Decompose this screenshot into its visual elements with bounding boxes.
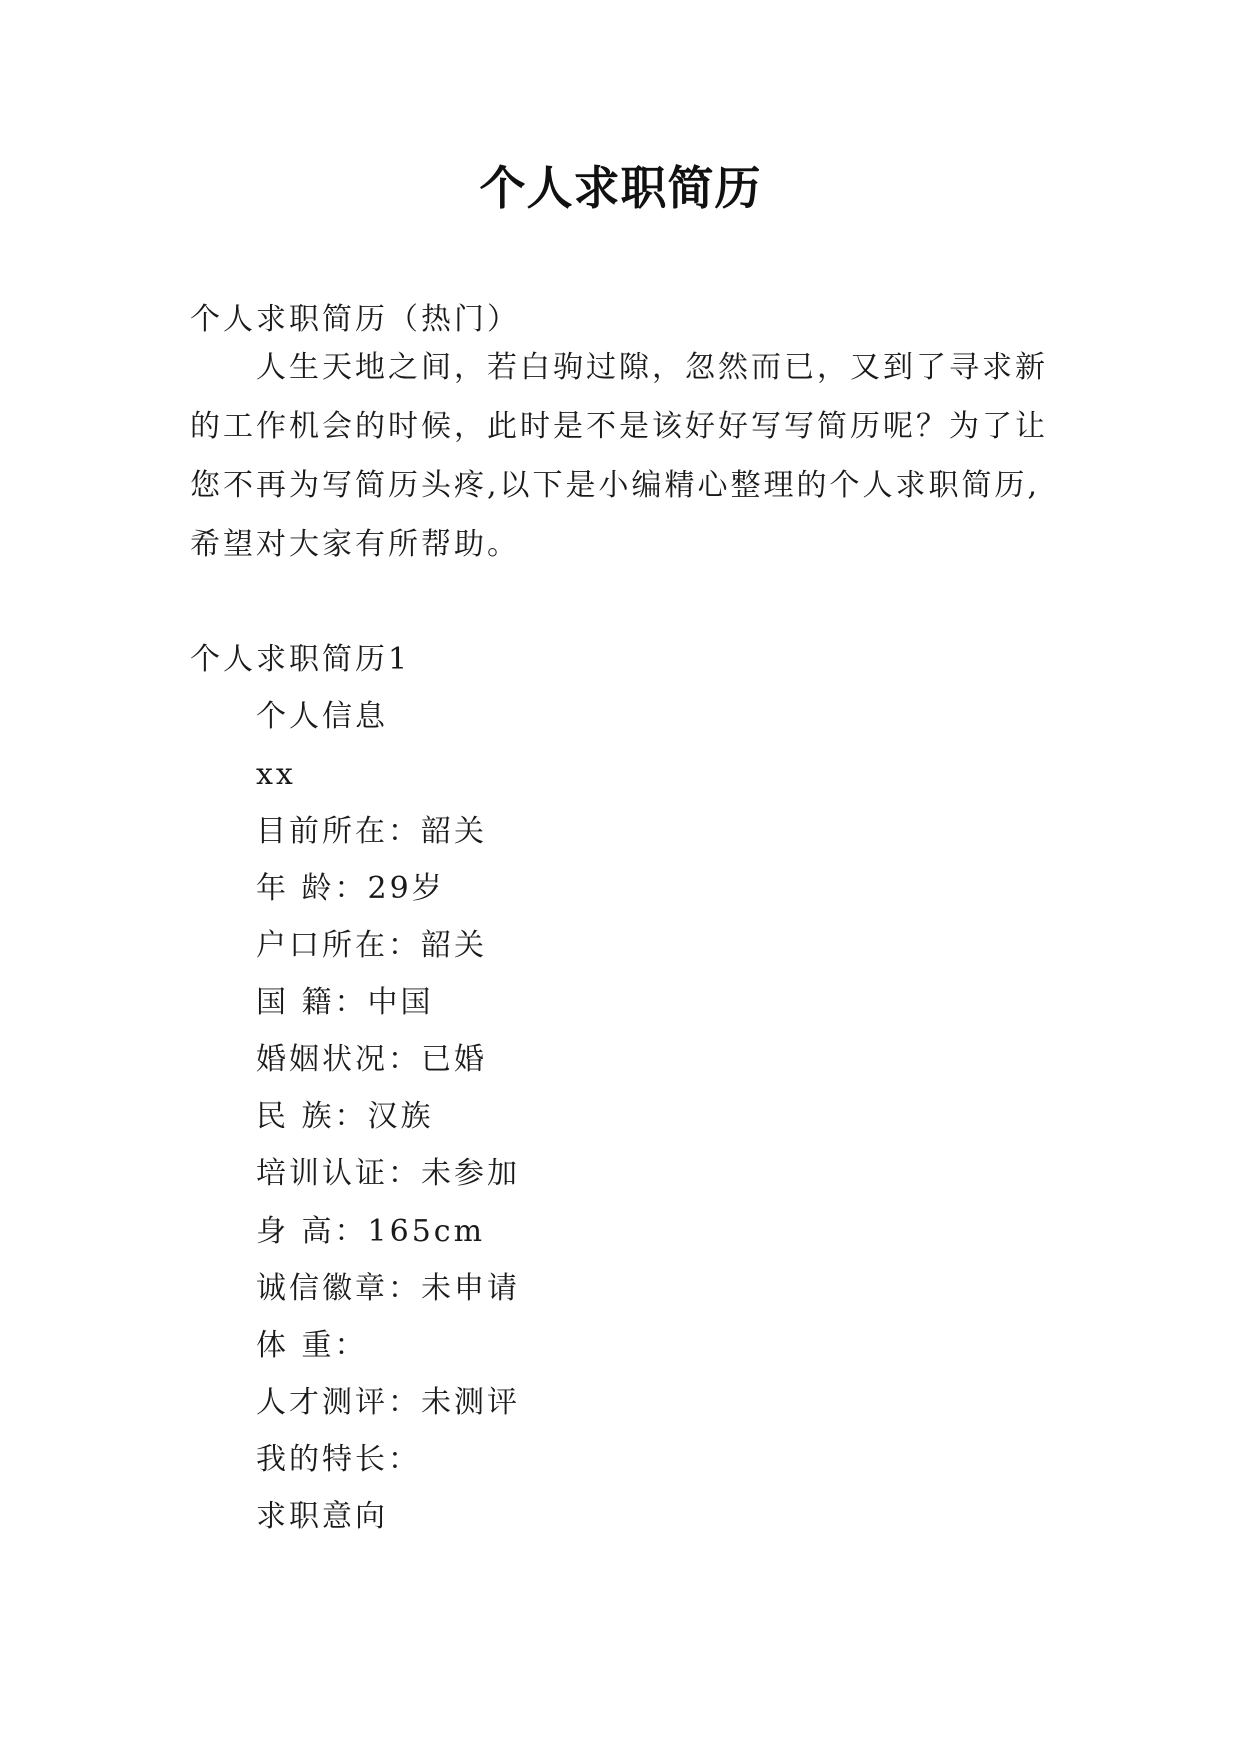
field-current-location: 目前所在：韶关 [256,814,487,849]
field-hukou: 户口所在：韶关 [256,928,487,963]
field-name: xx [256,757,296,792]
field-specialties: 我的特长： [256,1442,421,1477]
field-training-certification: 培训认证：未参加 [256,1156,520,1191]
field-weight: 体 重： [256,1328,368,1363]
field-nationality: 国 籍：中国 [256,985,434,1020]
document-title: 个人求职简历 [479,161,762,215]
section-heading: 个人求职简历1 [190,642,411,677]
field-age: 年 龄：29岁 [256,871,445,906]
field-height: 身 高：165cm [256,1214,486,1249]
field-integrity-badge: 诚信徽章：未申请 [256,1271,520,1306]
intro-paragraph: 人生天地之间，若白驹过隙，忽然而已，又到了寻求新的工作机会的时候，此时是不是该好好写写简历呢？为了让您不再为写简历头疼,以下是小编精心整理的个人求职简历,希望对大家有所帮助。 [190,350,1048,562]
field-ethnicity: 民 族：汉族 [256,1099,434,1134]
subtitle: 个人求职简历（热门） [190,302,520,337]
info-heading: 个人信息 [256,699,388,734]
field-talent-assessment: 人才测评：未测评 [256,1385,520,1420]
job-intention-heading: 求职意向 [256,1499,388,1534]
field-marital-status: 婚姻状况：已婚 [256,1042,487,1077]
